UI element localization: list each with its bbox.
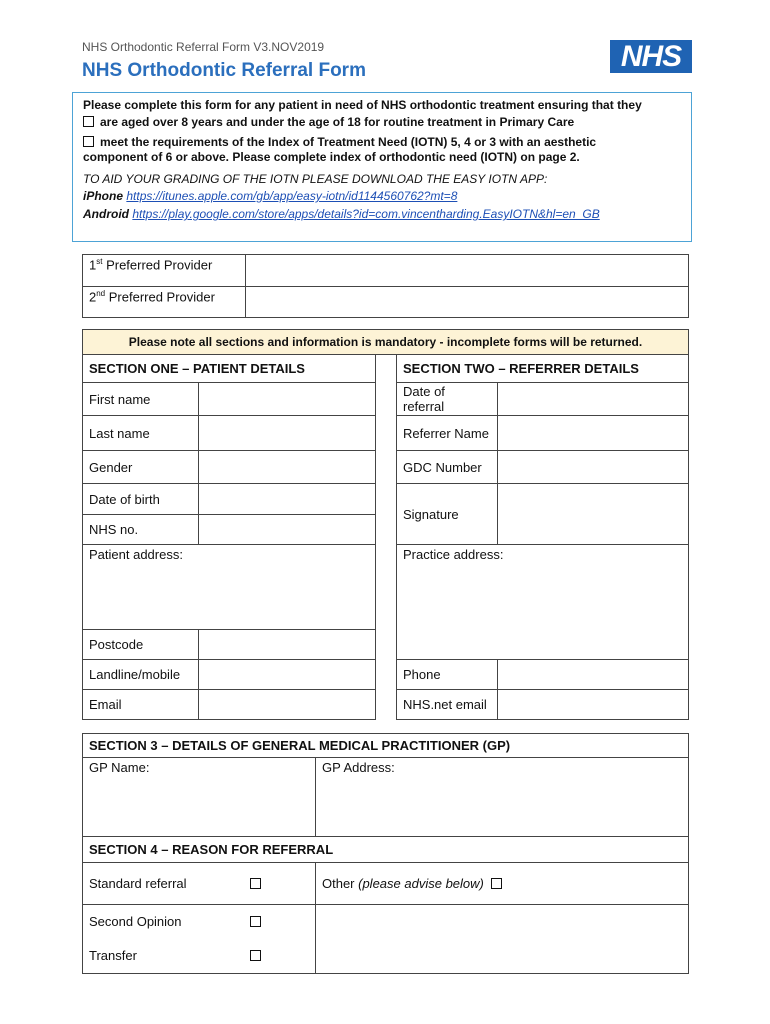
email-field[interactable] bbox=[199, 690, 376, 720]
last-name-label: Last name bbox=[83, 416, 199, 451]
other-details-field[interactable] bbox=[316, 905, 689, 974]
postcode-field[interactable] bbox=[199, 630, 376, 660]
practice-address-field[interactable]: Practice address: bbox=[397, 545, 689, 660]
section-one-heading: SECTION ONE – PATIENT DETAILS bbox=[83, 355, 376, 383]
mandatory-notice: Please note all sections and information is mandatory - incomplete forms will be returned. bbox=[83, 330, 689, 355]
intro-line: Please complete this form for any patient in need of NHS orthodontic treatment ensuring that they bbox=[83, 98, 642, 112]
date-referral-label: Date of referral bbox=[397, 383, 498, 416]
provider-table bbox=[82, 254, 689, 318]
landline-field[interactable] bbox=[199, 660, 376, 690]
phone-label: Phone bbox=[397, 660, 498, 690]
email-label: Email bbox=[83, 690, 199, 720]
nhs-email-label: NHS.net email bbox=[397, 690, 498, 720]
signature-label: Signature bbox=[397, 484, 498, 545]
first-name-field[interactable] bbox=[199, 383, 376, 416]
referrer-name-field[interactable] bbox=[498, 416, 689, 451]
second-provider-label: 2nd Preferred Provider bbox=[83, 287, 246, 318]
iphone-link[interactable]: https://itunes.apple.com/gb/app/easy-iotn/id1144560762?mt=8 bbox=[126, 189, 458, 203]
nhs-no-label: NHS no. bbox=[83, 515, 199, 545]
instructions-box bbox=[72, 92, 692, 242]
nhs-no-field[interactable] bbox=[199, 515, 376, 545]
last-name-field[interactable] bbox=[199, 416, 376, 451]
gp-address-field[interactable]: GP Address: bbox=[316, 758, 689, 837]
patient-address-field[interactable]: Patient address: bbox=[83, 545, 376, 630]
date-referral-field[interactable] bbox=[498, 383, 689, 416]
age-criteria: are aged over 8 years and under the age of 18 for routine treatment in Primary Care bbox=[83, 115, 574, 129]
gdc-field[interactable] bbox=[498, 451, 689, 484]
dob-label: Date of birth bbox=[83, 484, 199, 515]
second-opinion-checkbox[interactable] bbox=[250, 916, 261, 927]
page-title: NHS Orthodontic Referral Form bbox=[82, 60, 366, 81]
other-checkbox[interactable] bbox=[491, 878, 502, 889]
iotn-checkbox[interactable] bbox=[83, 136, 94, 147]
transfer-checkbox[interactable] bbox=[250, 950, 261, 961]
other-option: Other (please advise below) bbox=[316, 863, 689, 905]
nhs-logo: NHS bbox=[610, 40, 692, 73]
iotn-criteria-cont: component of 6 or above. Please complete index of orthodontic need (IOTN) on page 2. bbox=[83, 150, 580, 164]
gender-field[interactable] bbox=[199, 451, 376, 484]
gp-name-field[interactable]: GP Name: bbox=[83, 758, 316, 837]
first-provider-field[interactable] bbox=[246, 255, 689, 287]
transfer-option: Transfer bbox=[83, 938, 316, 974]
android-line: Android https://play.google.com/store/apps/details?id=com.vincentharding.EasyIOTN&hl=en_GB bbox=[83, 207, 600, 221]
dob-field[interactable] bbox=[199, 484, 376, 515]
standard-referral-checkbox[interactable] bbox=[250, 878, 261, 889]
phone-field[interactable] bbox=[498, 660, 689, 690]
age-checkbox[interactable] bbox=[83, 116, 94, 127]
app-note: TO AID YOUR GRADING OF THE IOTN PLEASE DOWNLOAD THE EASY IOTN APP: bbox=[83, 172, 548, 186]
gender-label: Gender bbox=[83, 451, 199, 484]
section-two-heading: SECTION TWO – REFERRER DETAILS bbox=[397, 355, 689, 383]
signature-field[interactable] bbox=[498, 484, 689, 545]
first-provider-label: 1st Preferred Provider bbox=[83, 255, 246, 287]
gp-referral-table bbox=[82, 733, 689, 974]
postcode-label: Postcode bbox=[83, 630, 199, 660]
standard-referral-option: Standard referral bbox=[83, 863, 316, 905]
form-version: NHS Orthodontic Referral Form V3.NOV2019 bbox=[82, 40, 325, 54]
second-provider-field[interactable] bbox=[246, 287, 689, 318]
first-name-label: First name bbox=[83, 383, 199, 416]
iotn-criteria: meet the requirements of the Index of Treatment Need (IOTN) 5, 4 or 3 with an aesthetic bbox=[83, 135, 596, 149]
section-four-heading: SECTION 4 – REASON FOR REFERRAL bbox=[83, 837, 689, 863]
nhs-email-field[interactable] bbox=[498, 690, 689, 720]
details-table bbox=[82, 329, 689, 720]
iphone-line: iPhone https://itunes.apple.com/gb/app/easy-iotn/id1144560762?mt=8 bbox=[83, 189, 458, 203]
referrer-name-label: Referrer Name bbox=[397, 416, 498, 451]
gdc-label: GDC Number bbox=[397, 451, 498, 484]
second-opinion-option: Second Opinion bbox=[83, 905, 316, 938]
android-link[interactable]: https://play.google.com/store/apps/details?id=com.vincentharding.EasyIOTN&hl=en_GB bbox=[132, 207, 600, 221]
section-three-heading: SECTION 3 – DETAILS OF GENERAL MEDICAL PRACTITIONER (GP) bbox=[83, 734, 689, 758]
landline-label: Landline/mobile bbox=[83, 660, 199, 690]
